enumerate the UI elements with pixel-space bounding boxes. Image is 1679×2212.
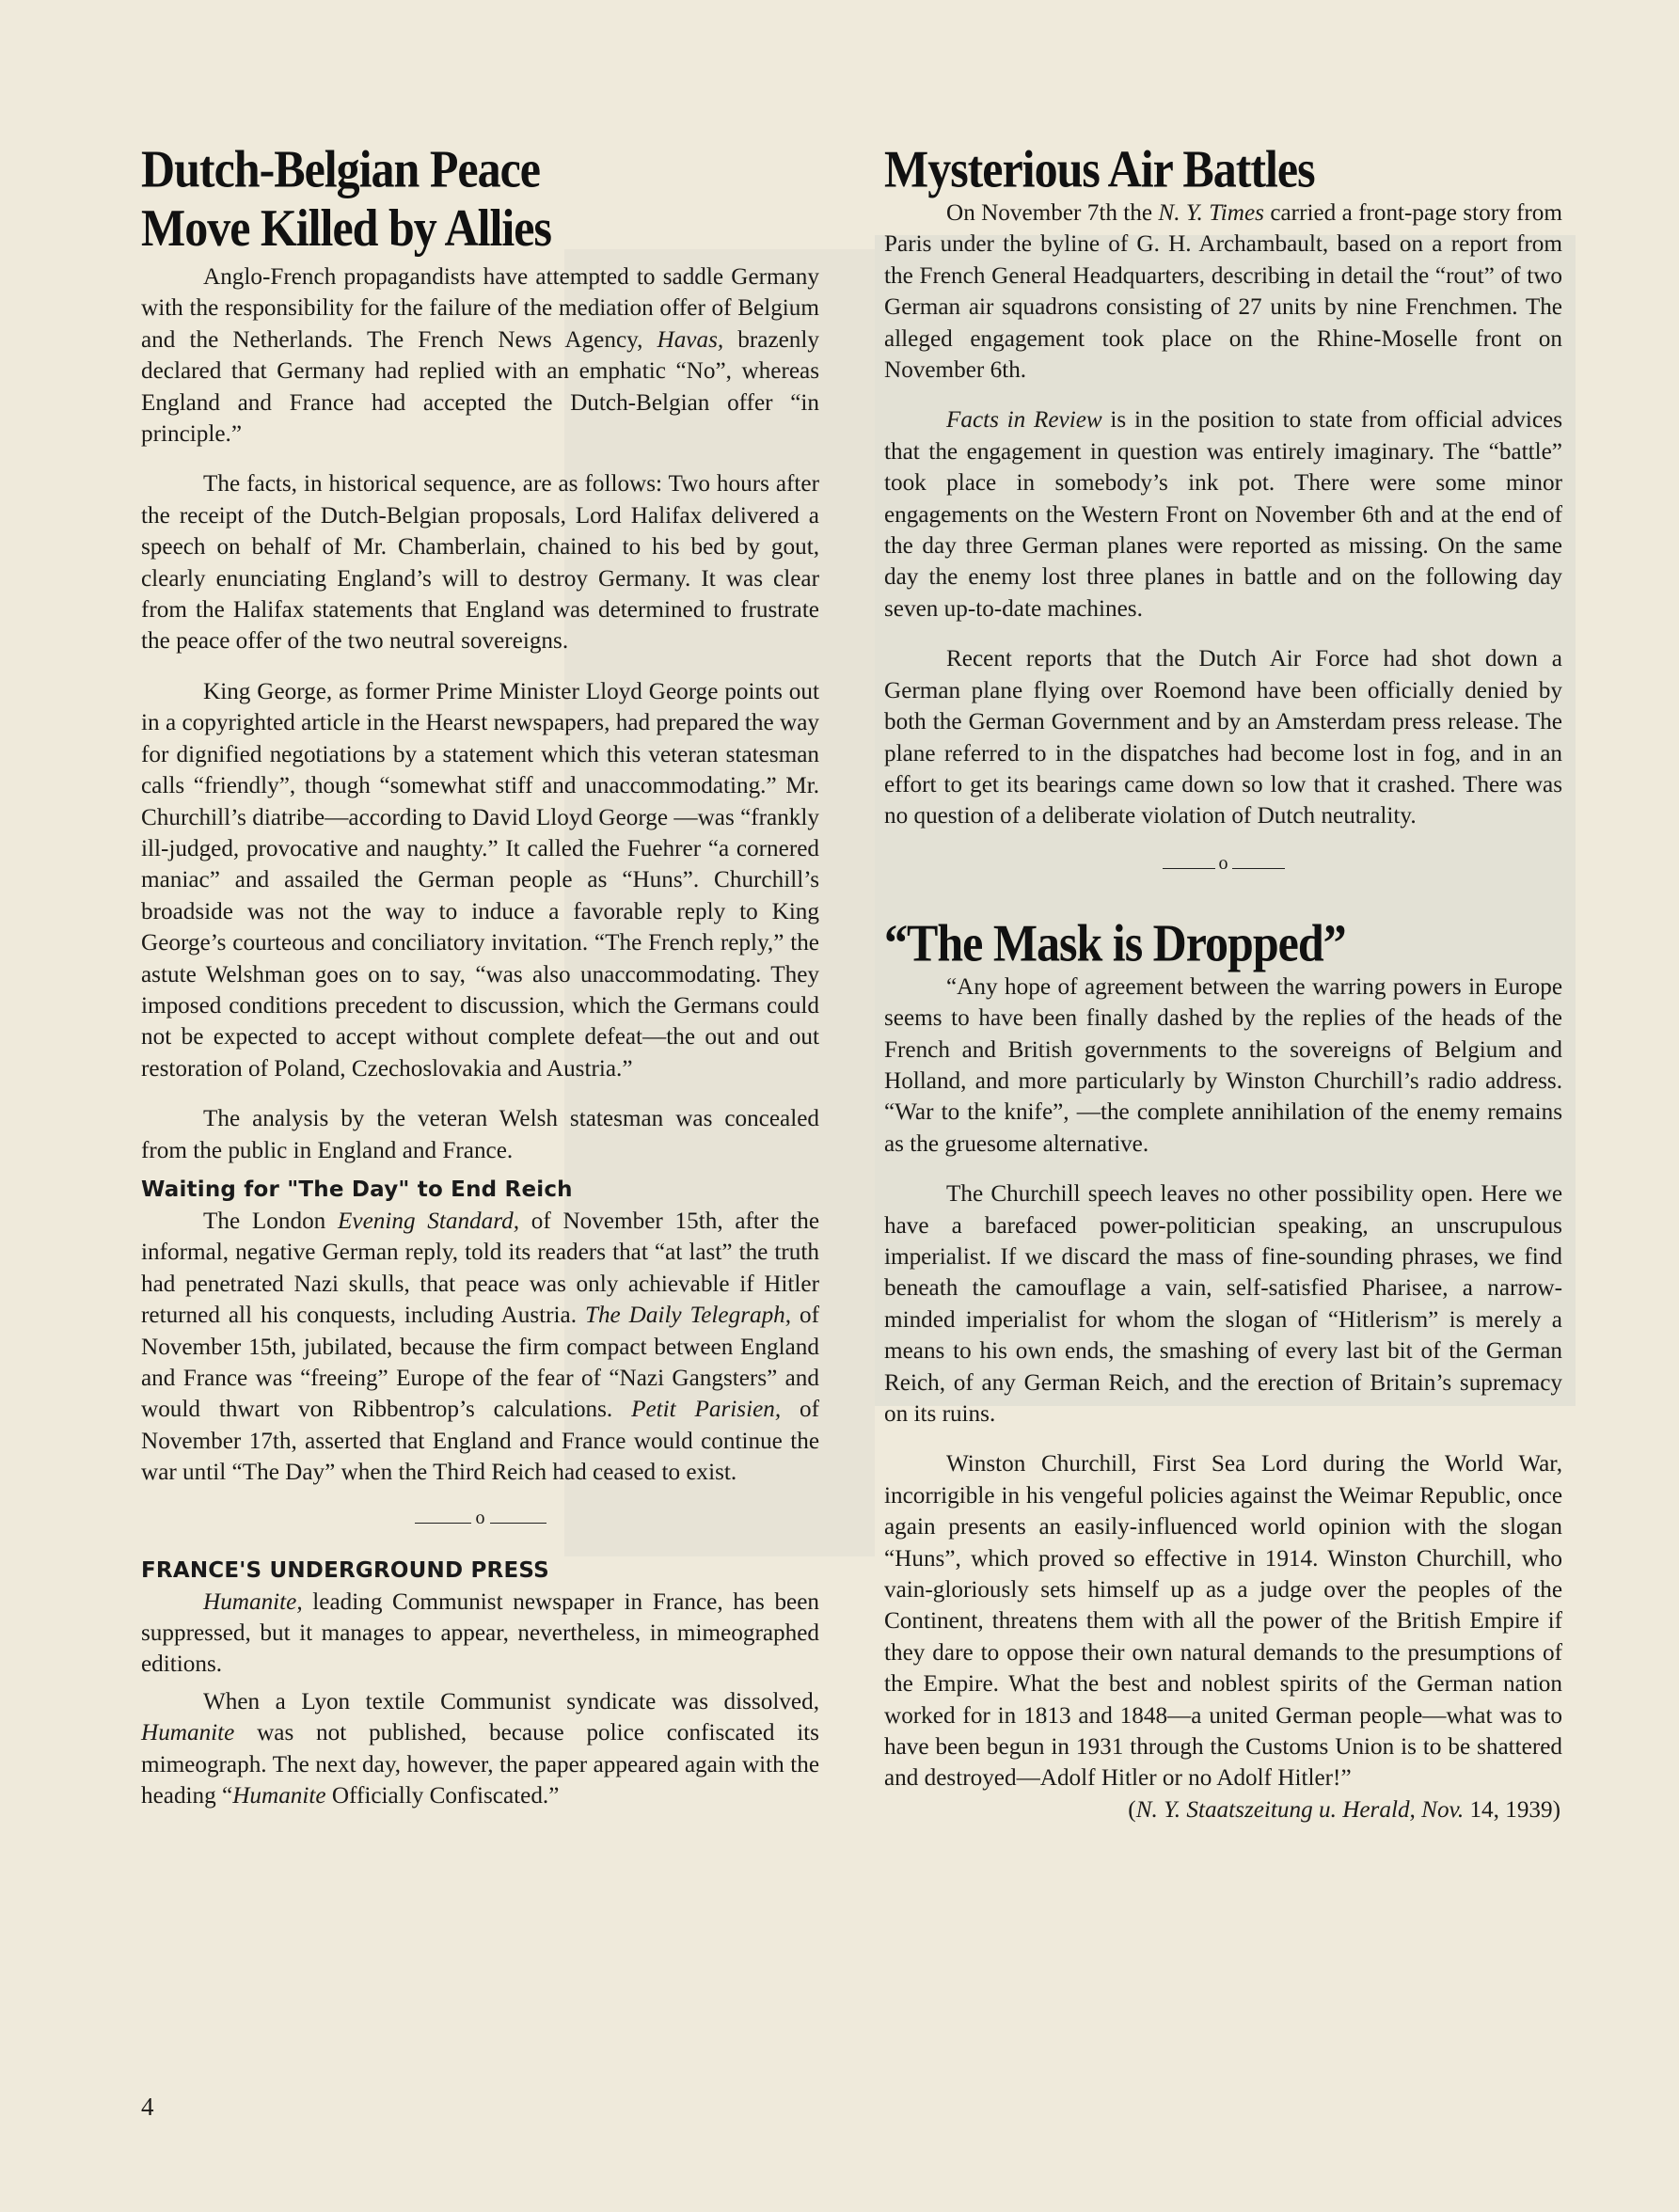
article-paragraph: “Any hope of agreement between the warring powers in Europe seems to have been finally dashed by the replies of the heads of the French and British governments to the sovereigns of Belgium and Holland, and more particularly by Winston Churchill’s radio address. “War to the knife”, —the complete annihilation of the enemy remains as the gruesome alternative. — [884, 973, 1562, 1157]
left-column — [141, 139, 819, 1811]
subheading-waiting-for-the-day: Waiting for "The Day" to End Reich — [141, 1177, 573, 1202]
article-paragraph: The facts, in historical sequence, are as follows: Two hours after the receipt of the Dutch-Belgian proposals, Lord Halifax delivered a speech on behalf of Mr. Chamberlain, chained to his bed by gout, clearly enunciating England’s will to destroy Germany. It was clear from the Halifax statements that England was determined to frustrate the peace offer of the two neutral sovereigns. — [141, 471, 819, 655]
article-paragraph: Facts in Review is in the position to state from official advices that the engagement in question was entirely imaginary. The “battle” took place in somebody’s ink pot. There were some minor engagements on the Western Front on November 6th and at the end of the day three German planes were reported as missing. On the same day the enemy lost three planes in battle and on the following day seven up-to-date machines. — [884, 407, 1562, 622]
headline-mask-is-dropped: “The Mask is Dropped” — [884, 912, 1346, 972]
subheading-underground-press: FRANCE'S UNDERGROUND PRESS — [141, 1557, 549, 1583]
article-paragraph: On November 7th the N. Y. Times carried a front-page story from Paris under the byline of G. H. Archambault, based on a report from the French General Headquarters, describing in detail the “rout” of two German air squadrons consisting of 27 units by nine Frenchmen. The alleged engagement took place on the Rhine-Moselle front on November 6th. — [884, 200, 1562, 384]
article-paragraph: Humanite, leading Communist newspaper in France, has been suppressed, but it manages to appear, nevertheless, in mimeographed editions. — [141, 1588, 819, 1678]
right-column — [884, 139, 1562, 1825]
source-citation: (N. Y. Staatszeitung u. Herald, Nov. 14, 1939) — [1128, 1796, 1560, 1823]
headline-mysterious-air-battles: Mysterious Air Battles — [884, 139, 1315, 198]
section-divider: o — [1163, 857, 1285, 876]
section-divider: o — [415, 1511, 546, 1530]
article-paragraph: Recent reports that the Dutch Air Force had shot down a German plane flying over Roemond have been officially denied by both the German Government and by an Amsterdam press release. The plane referred to in the dispatches had become lost in fog, and in an effort to get its bearings came down so low that it crashed. There was no question of a deliberate violation of Dutch neutrality. — [884, 646, 1562, 830]
headline-line-2: Move Killed by Allies — [141, 198, 551, 258]
article-paragraph: The Churchill speech leaves no other possibility open. Here we have a barefaced power-politician speaking, an unscrupulous imperialist. If we discard the mass of fine-sounding phrases, we find beneath the camouflage a vain, self-satisfied Pharisee, a narrow-minded imperialist for whom the slogan of “Hitlerism” is merely a means to his own ends, the smashing of every last bit of the German Reich, of any German Reich, and the erection of Britain’s supremacy on its ruins. — [884, 1181, 1562, 1427]
article-paragraph: King George, as former Prime Minister Lloyd George points out in a copyrighted article in the Hearst newspapers, had prepared the way for dignified negotiations by a statement which this veteran statesman calls “friendly”, though “somewhat stiff and unaccommodating.” Mr. Churchill’s diatribe—according to David Lloyd George —was “frankly ill-judged, provocative and naughty.” It called the Fuehrer “a cornered maniac” and assailed the German people as “Huns”. Churchill’s broadside was not the way to induce a favorable reply to King George’s courteous and conciliatory invitation. “The French reply,” the astute Welshman goes on to say, “was also unaccommodating. They imposed conditions precedent to discussion, which the Germans could not be expected to accept without complete defeat—the out and out restoration of Poland, Czechoslovakia and Austria.” — [141, 678, 819, 1082]
article-paragraph: When a Lyon textile Communist syndicate was dissolved, Humanite was not published, because police confiscated its mimeograph. The next day, however, the paper appeared again with the heading “Humanite Officially Confiscated.” — [141, 1688, 819, 1809]
article-paragraph: The analysis by the veteran Welsh statesman was concealed from the public in England and France. — [141, 1106, 819, 1163]
article-paragraph: Anglo-French propagandists have attempted to saddle Germany with the responsibility for the failure of the mediation offer of Belgium and the Netherlands. The French News Agency, Havas, brazenly declared that Germany had replied with an emphatic “No”, whereas England and France had accepted the Dutch-Belgian offer “in principle.” — [141, 264, 819, 448]
page-number: 4 — [141, 2093, 154, 2121]
headline-dutch-belgian — [141, 139, 819, 257]
article-paragraph: Winston Churchill, First Sea Lord during the World War, incorrigible in his vengeful policies against the Weimar Republic, once again presents an easily-influenced world opinion with the slogan “Huns”, which proved so effective in 1914. Winston Churchill, who vain-gloriously sets himself up as a judge over the peoples of the Continent, threatens them with all the power of the British Empire if they dare to oppose their own natural demands to the presumptions of the Empire. What the best and noblest spirits of the German nation worked for in 1813 and 1848—a united German people—what was to have been begun in 1931 through the Customs Union is to be shattered and destroyed—Adolf Hitler or no Adolf Hitler!” — [884, 1451, 1562, 1792]
article-paragraph: The London Evening Standard, of November 15th, after the informal, negative German reply, told its readers that “at last” the truth had penetrated Nazi skulls, that peace was only achievable if Hitler returned all his conquests, including Austria. The Daily Telegraph, of November 15th, jubilated, because the firm compact between England and France was “freeing” Europe of the fear of “Nazi Gangsters” and would thwart von Ribbentrop’s calculations. Petit Parisien, of November 17th, asserted that England and France would continue the war until “The Day” when the Third Reich had ceased to exist. — [141, 1208, 820, 1486]
headline-line-1: Dutch-Belgian Peace — [141, 139, 540, 198]
